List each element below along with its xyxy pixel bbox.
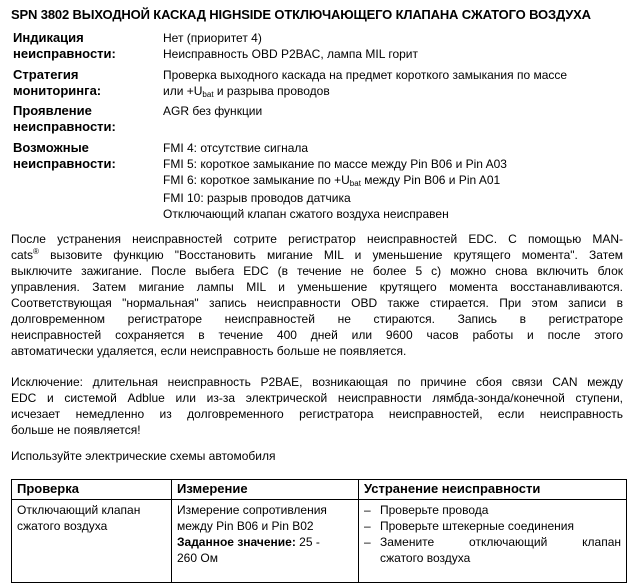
table-row: [12, 500, 627, 583]
header-measurement: Измерение: [172, 480, 359, 500]
wiring-diagram-note: Используйте электрические схемы автомобиля: [11, 449, 276, 463]
strategy-value: Проверка выходного каскада на предмет короткого замыкания по массе или $+U_{bat}$ и разрыва проводов: [163, 68, 568, 99]
list-item: – Проверьте штекерные соединения: [364, 518, 621, 534]
manifestation-label: Проявление неисправности:: [13, 103, 116, 134]
remedy-list: [364, 502, 621, 566]
valve-faulty: Отключающий клапан сжатого воздуха неисправен: [163, 207, 449, 221]
list-item: – Замените отключающий клапан сжатого воздуха: [364, 534, 621, 566]
header-check: Проверка: [12, 480, 172, 500]
troubleshooting-table: [11, 479, 627, 583]
indication-value: Нет (приоритет 4) Неисправность OBD P2BAC, лампа MIL горит: [163, 31, 418, 61]
measurement-cell: Измерение сопротивления между Pin B06 и Pin B02 Заданное значение: 25 - 260 Ом: [172, 500, 359, 583]
fmi-5: FMI 5: короткое замыкание по массе между Pin B06 и Pin A03: [163, 157, 507, 171]
strategy-label: Стратегия мониторинга:: [13, 67, 102, 98]
possible-faults-list: [163, 140, 628, 222]
page-title: SPN 3802 ВЫХОДНОЙ КАСКАД HIGHSIDE ОТКЛЮЧАЮЩЕГО КЛАПАНА СЖАТОГО ВОЗДУХА: [11, 7, 591, 22]
header-remedy: Устранение неисправности: [359, 480, 627, 500]
fmi-4: FMI 4: отсутствие сигнала: [163, 141, 309, 155]
table-header-row: [12, 480, 627, 500]
indication-label: Индикация неисправности:: [13, 30, 116, 61]
possible-faults-label: Возможные неисправности:: [13, 140, 116, 171]
reset-instructions-paragraph: После устранения неисправностей сотрите регистратор неисправностей EDC. С помощью MAN- cats® вызовите функцию "Восстановить мигание MIL и уменьшение крутящего момента". Затем выключите зажигание. После выбега EDC (в течение не более 5 с) можно снова включить блок управления. Затем мигание лампы MIL и уменьшение крутящего момента восстанавливаются. Соответствующая "нормальная" запись неисправности OBD также стирается. При этом записи в долговременном регистраторе неисправностей не стираются. Запись в регистраторе неисправностей сохраняется в течение 400 дней или 9600 часов работы и после этого автоматически удаляется, если неисправность больше не появляется.: [11, 232, 623, 358]
target-value-label: Заданное значение:: [177, 535, 296, 549]
fmi-6: FMI 6: короткое замыкание по $+U_{bat}$ между Pin B06 и Pin A01: [163, 173, 501, 188]
exception-paragraph: Исключение: длительная неисправность P2BAE, возникающая по причине сбоя связи CAN между EDC и системой Adblue или из-за электрической неисправности лямбда-зонда/конечной ступени, исчезает немедленно из долговременного регистратора неисправностей, если неисправность больше не появляется!: [11, 375, 623, 437]
manifestation-value: AGR без функции: [163, 104, 263, 118]
fmi-10: FMI 10: разрыв проводов датчика: [163, 191, 351, 205]
list-item: – Проверьте провода: [364, 502, 621, 518]
check-cell: Отключающий клапан сжатого воздуха: [12, 500, 172, 583]
remedy-cell: [359, 500, 627, 583]
